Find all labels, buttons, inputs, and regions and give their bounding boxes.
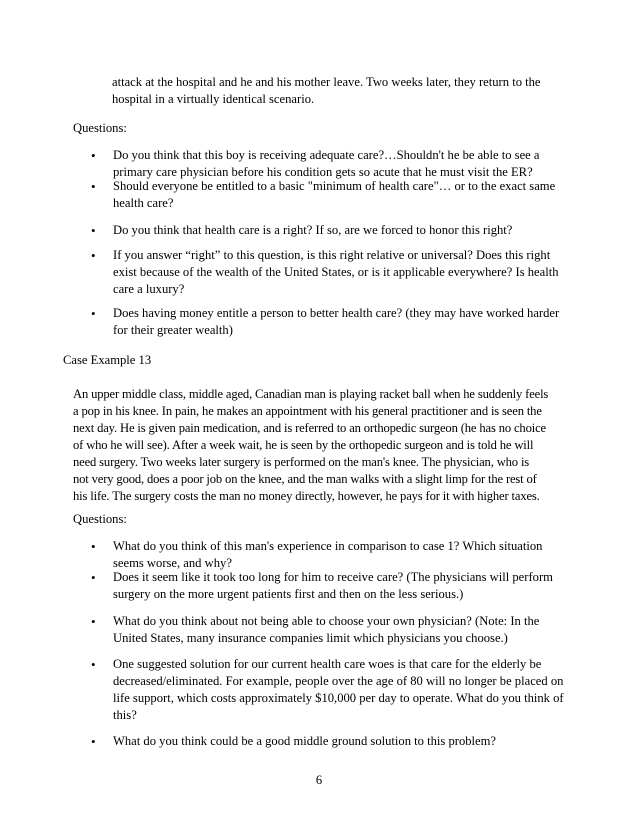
question-line: care a luxury? xyxy=(113,282,185,296)
case-paragraph xyxy=(73,386,567,505)
question-line: One suggested solution for our current health care woes is that care for the elderly be xyxy=(113,657,542,671)
question-line: Should everyone be entitled to a basic "minimum of health care"… or to the exact same xyxy=(113,179,556,193)
question-line: What do you think of this man's experience in comparison to case 1? Which situation xyxy=(113,539,543,553)
bullet-icon: • xyxy=(91,734,96,749)
question-item xyxy=(88,147,566,181)
bullet-icon: • xyxy=(91,614,96,629)
question-item xyxy=(88,222,566,239)
question-item xyxy=(88,656,566,724)
question-line: health care? xyxy=(113,196,174,210)
question-line: surgery on the more urgent patients first and then on the less serious.) xyxy=(113,587,464,601)
page-number: 6 xyxy=(315,773,323,787)
questions-label: Questions: xyxy=(73,121,127,135)
intro-line: attack at the hospital and he and his mother leave. Two weeks later, they return to the xyxy=(112,75,541,89)
question-line: life support, which costs approximately $10,000 per day to operate. What do you think of xyxy=(113,691,564,705)
question-item xyxy=(88,613,566,647)
question-item xyxy=(88,305,566,339)
case-line: a pop in his knee. In pain, he makes an appointment with his general practitioner and is seen the xyxy=(73,404,542,418)
question-line: What do you think about not being able to choose your own physician? (Note: In the xyxy=(113,614,540,628)
case-line: An upper middle class, middle aged, Canadian man is playing racket ball when he suddenly feels xyxy=(73,387,549,401)
case-line: next day. He is given pain medication, and is referred to an orthopedic surgeon (he has no choice xyxy=(73,421,546,435)
question-line: primary care physician before his condition gets so acute that he must visit the ER? xyxy=(113,165,533,179)
questions-label: Questions: xyxy=(73,512,127,526)
question-line: seems worse, and why? xyxy=(113,556,232,570)
question-line: Does it seem like it took too long for him to receive care? (The physicians will perform xyxy=(113,570,553,584)
case-example-title: Case Example 13 xyxy=(63,353,152,367)
question-item xyxy=(88,733,566,750)
question-line: If you answer “right” to this question, is this right relative or universal? Does this right xyxy=(113,248,551,262)
intro-line: hospital in a virtually identical scenario. xyxy=(112,92,315,106)
question-line: United States, many insurance companies limit which physicians you choose.) xyxy=(113,631,508,645)
case-line: of who he will see). After a week wait, he is seen by the orthopedic surgeon and is told he will xyxy=(73,438,534,452)
case-line: his life. The surgery costs the man no money directly, however, he pays for it with higher taxes. xyxy=(73,489,540,503)
question-item xyxy=(88,538,566,572)
question-line: Does having money entitle a person to better health care? (they may have worked harder xyxy=(113,306,560,320)
bullet-icon: • xyxy=(91,306,96,321)
question-line: Do you think that this boy is receiving adequate care?…Shouldn't he be able to see a xyxy=(113,148,540,162)
bullet-icon: • xyxy=(91,248,96,263)
bullet-icon: • xyxy=(91,539,96,554)
case-line: need surgery. Two weeks later surgery is performed on the man's knee. The physician, who is xyxy=(73,455,530,469)
question-line: What do you think could be a good middle ground solution to this problem? xyxy=(113,734,497,748)
question-line: for their greater wealth) xyxy=(113,323,233,337)
question-item xyxy=(88,569,566,603)
case-line: not very good, does a poor job on the knee, and the man walks with a slight limp for the rest of xyxy=(73,472,537,486)
question-line: Do you think that health care is a right? If so, are we forced to honor this right? xyxy=(113,223,513,237)
intro-paragraph xyxy=(112,74,564,108)
bullet-icon: • xyxy=(91,657,96,672)
bullet-icon: • xyxy=(91,223,96,238)
bullet-icon: • xyxy=(91,570,96,585)
question-line: decreased/eliminated. For example, people over the age of 80 will no longer be placed on xyxy=(113,674,564,688)
bullet-icon: • xyxy=(91,179,96,194)
question-line: this? xyxy=(113,708,137,722)
question-item xyxy=(88,178,566,212)
question-item xyxy=(88,247,566,298)
bullet-icon: • xyxy=(91,148,96,163)
question-line: exist because of the wealth of the United States, or is it applicable everywhere? Is health xyxy=(113,265,559,279)
